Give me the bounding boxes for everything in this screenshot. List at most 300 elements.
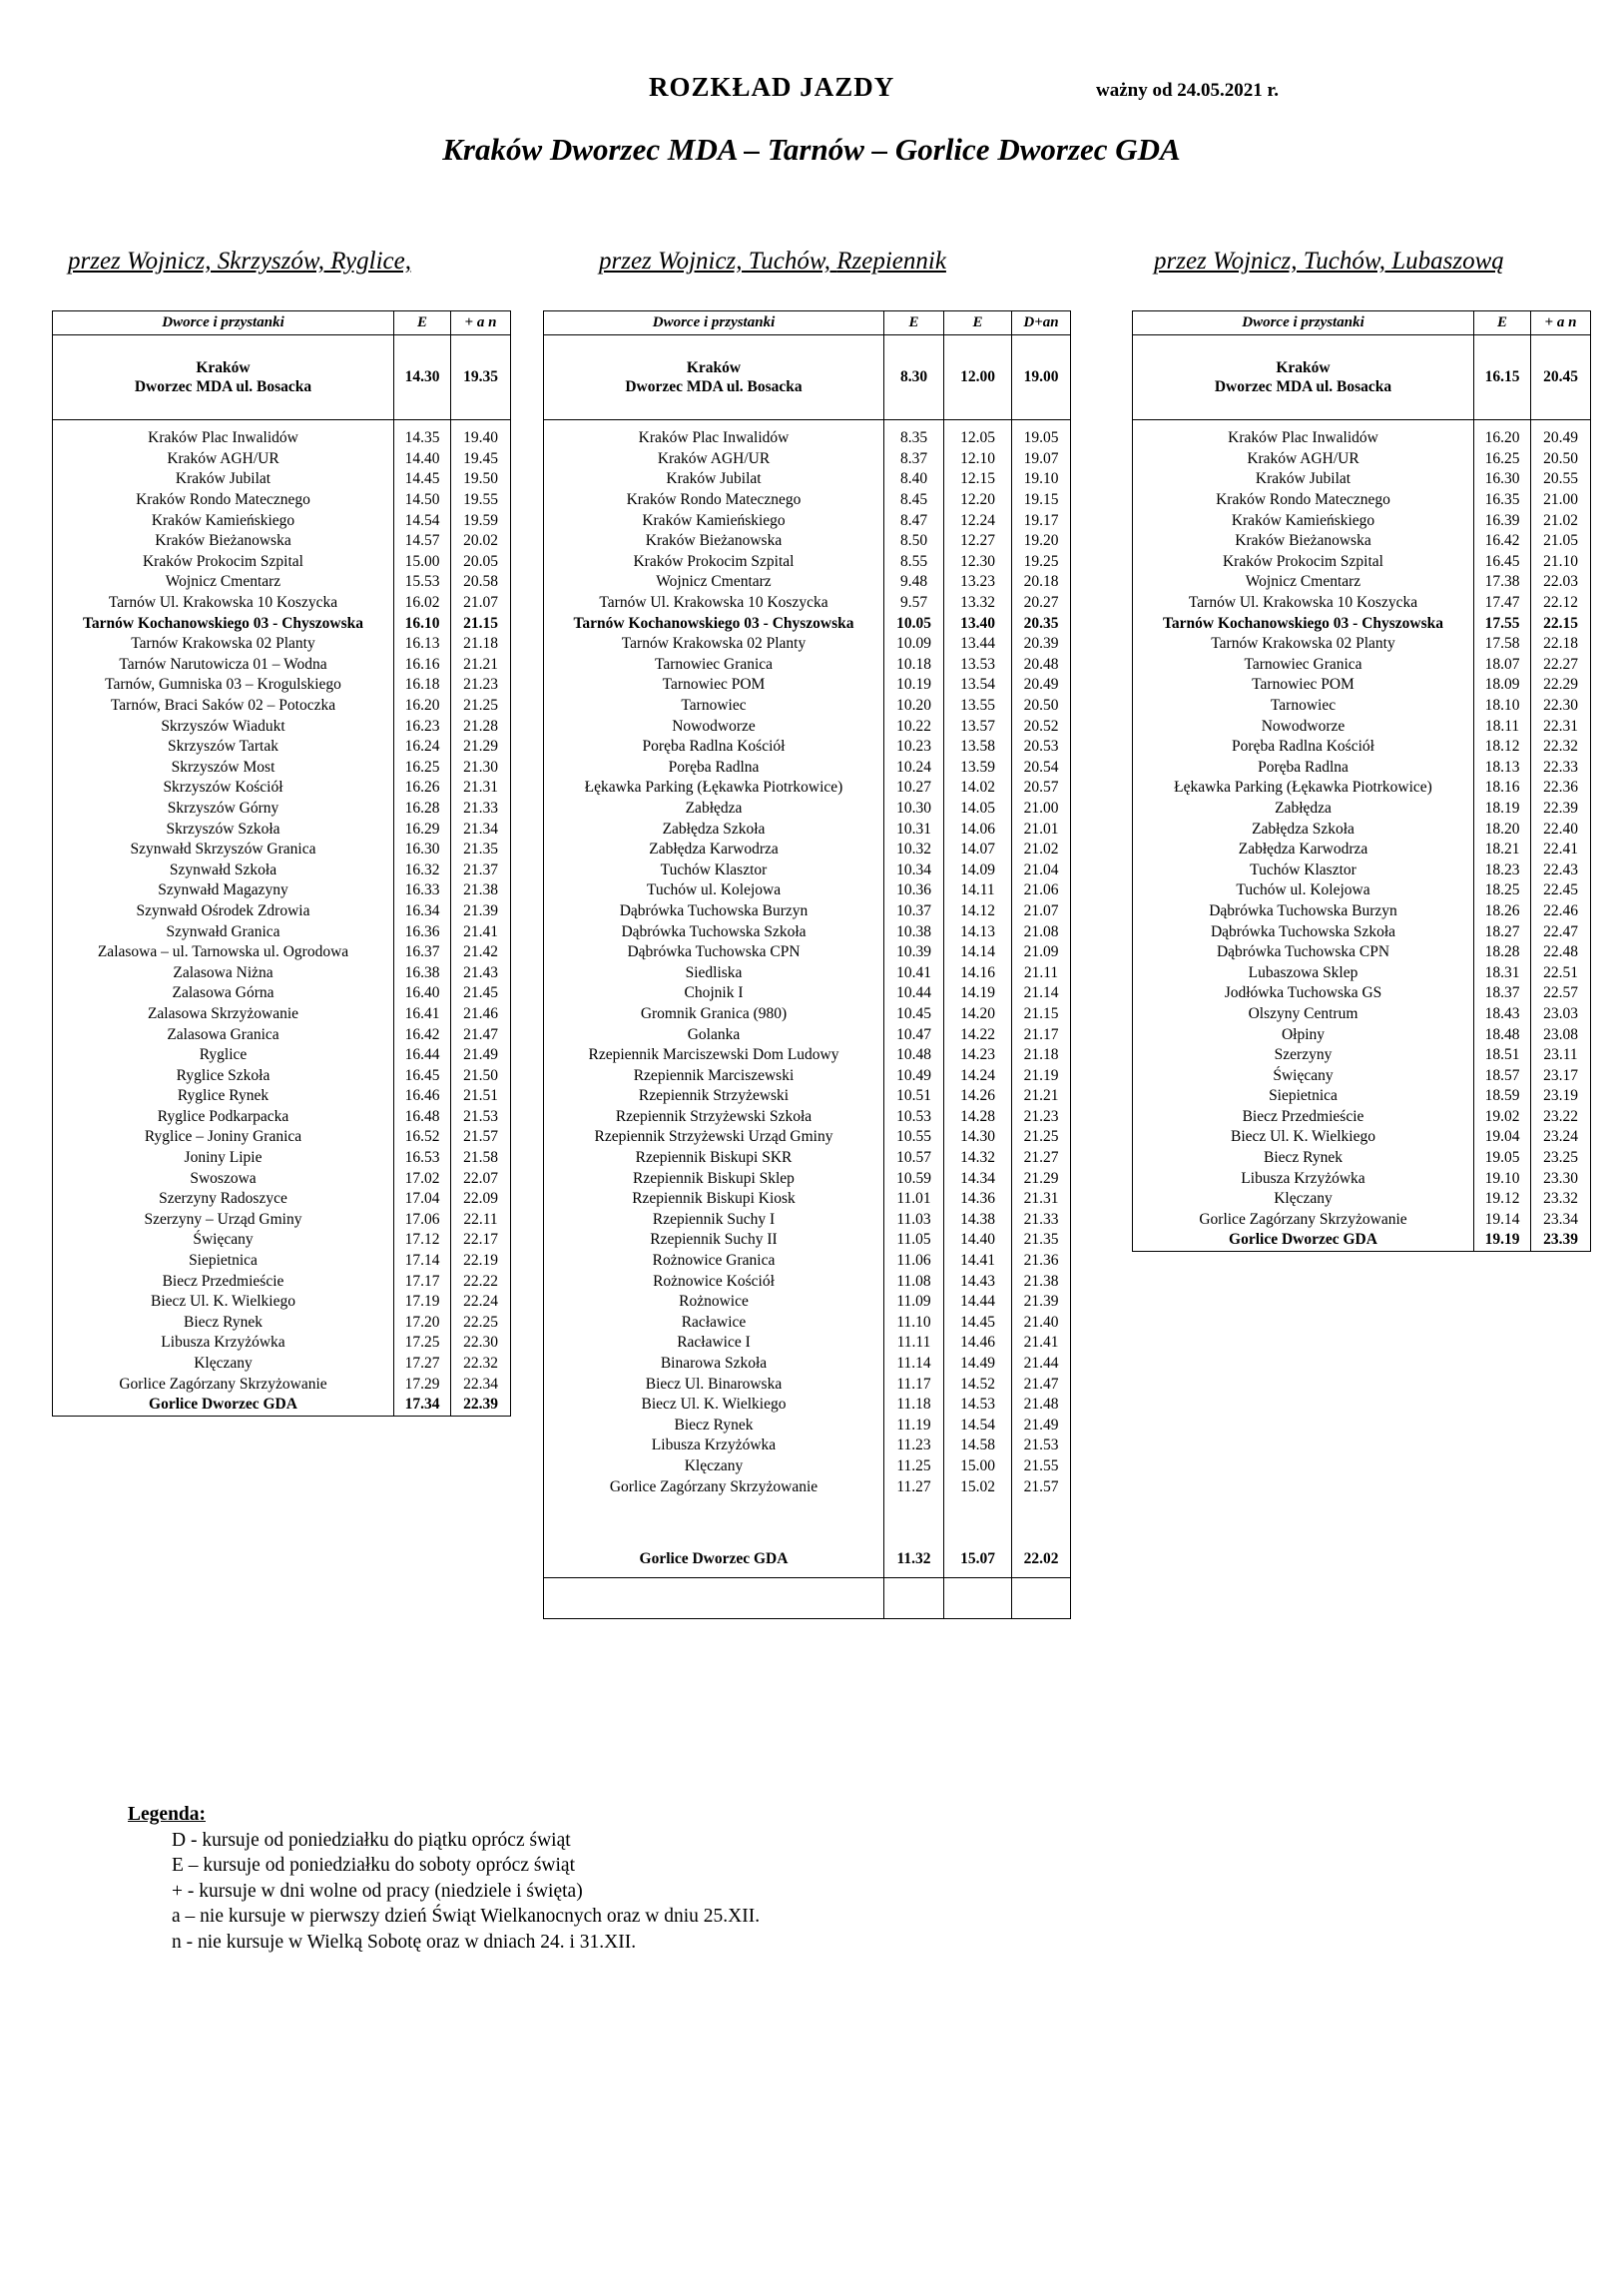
gap-row (544, 420, 1071, 429)
stop-row (1133, 1127, 1591, 1148)
stop-name: Tarnowiec (1133, 696, 1474, 717)
origin-line: Dworzec MDA ul. Bosacka (1214, 378, 1392, 395)
departure-time: 21.39 (451, 901, 511, 922)
departure-time: 10.55 (884, 1127, 944, 1148)
stop-row (53, 1148, 511, 1169)
stop-name: Olszyny Centrum (1133, 1004, 1474, 1025)
departure-time: 20.05 (451, 552, 511, 573)
stop-row (544, 1416, 1071, 1436)
stop-row (1133, 469, 1591, 490)
departure-time: 18.12 (1474, 737, 1531, 758)
stop-name: Rożnowice Granica (544, 1251, 884, 1272)
stop-row (544, 716, 1071, 737)
departure-time: 21.41 (1012, 1333, 1071, 1354)
departure-time: 14.52 (944, 1374, 1012, 1395)
departure-time: 18.13 (1474, 758, 1531, 779)
stop-row (53, 655, 511, 676)
departure-time: 16.25 (394, 758, 451, 779)
departure-time: 22.18 (1531, 634, 1591, 655)
departure-time: 21.50 (451, 1065, 511, 1086)
departure-time: 10.45 (884, 1004, 944, 1025)
departure-time: 21.06 (1012, 880, 1071, 901)
departure-time: 18.57 (1474, 1065, 1531, 1086)
stop-row (1133, 1107, 1591, 1128)
departure-time: 20.45 (1531, 335, 1591, 420)
departure-time: 23.24 (1531, 1127, 1591, 1148)
departure-time: 16.29 (394, 819, 451, 840)
stop-row (1133, 675, 1591, 696)
stop-row (544, 1045, 1071, 1066)
timetable-2 (543, 310, 1071, 1619)
departure-time: 18.51 (1474, 1045, 1531, 1066)
stop-name: Łękawka Parking (Łękawka Piotrkowice) (1133, 778, 1474, 799)
departure-time: 17.17 (394, 1271, 451, 1292)
stop-name: Kraków Plac Inwalidów (1133, 428, 1474, 449)
departure-time: 19.12 (1474, 1189, 1531, 1210)
departure-time: 22.43 (1531, 860, 1591, 880)
stop-name: Kraków Prokocim Szpital (53, 552, 394, 573)
departure-time: 18.09 (1474, 675, 1531, 696)
departure-time: 14.32 (944, 1148, 1012, 1169)
stop-name: Dąbrówka Tuchowska Burzyn (544, 901, 884, 922)
stop-name: Tuchów ul. Kolejowa (1133, 880, 1474, 901)
departure-time: 22.09 (451, 1189, 511, 1210)
departure-time: 20.48 (1012, 655, 1071, 676)
departure-time: 14.12 (944, 901, 1012, 922)
stop-row (544, 1168, 1071, 1189)
departure-time: 14.09 (944, 860, 1012, 880)
departure-time: 16.34 (394, 901, 451, 922)
departure-time: 12.15 (944, 469, 1012, 490)
departure-time: 23.25 (1531, 1148, 1591, 1169)
stop-row (1133, 840, 1591, 861)
stop-row (53, 962, 511, 983)
departure-time: 23.19 (1531, 1086, 1591, 1107)
stop-name: Rzepiennik Strzyżewski Urząd Gminy (544, 1127, 884, 1148)
departure-time: 14.19 (944, 983, 1012, 1004)
stop-row (53, 490, 511, 511)
stop-name: Szynwałd Skrzyszów Granica (53, 840, 394, 861)
stop-name: Biecz Rynek (1133, 1148, 1474, 1169)
stop-name: Siedliska (544, 962, 884, 983)
departure-time: 14.41 (944, 1251, 1012, 1272)
departure-time: 21.04 (1012, 860, 1071, 880)
stop-name: Wojnicz Cmentarz (53, 572, 394, 593)
stop-name: Tarnów Krakowska 02 Planty (544, 634, 884, 655)
stop-row (53, 942, 511, 963)
stop-row (1133, 572, 1591, 593)
stop-name: Rzepiennik Strzyżewski (544, 1086, 884, 1107)
stop-row (544, 1004, 1071, 1025)
stop-name: Zalasowa Niżna (53, 962, 394, 983)
departure-time: 16.42 (1474, 531, 1531, 552)
header-course: E (394, 311, 451, 335)
stop-name: Tarnów Kochanowskiego 03 - Chyszowska (53, 613, 394, 634)
departure-time: 22.39 (451, 1395, 511, 1416)
stop-name: Dąbrówka Tuchowska CPN (544, 942, 884, 963)
stop-row (1133, 860, 1591, 880)
departure-time: 22.24 (451, 1292, 511, 1313)
stop-name: Biecz Ul. K. Wielkiego (544, 1395, 884, 1416)
gap-cell (394, 420, 451, 429)
stop-row (544, 1127, 1071, 1148)
stop-row (544, 737, 1071, 758)
stop-row (1133, 1189, 1591, 1210)
stop-name: Skrzyszów Tartak (53, 737, 394, 758)
departure-time: 13.44 (944, 634, 1012, 655)
stop-row (1133, 510, 1591, 531)
stop-name: Gorlice Dworzec GDA (1133, 1230, 1474, 1251)
departure-time: 22.17 (451, 1230, 511, 1251)
departure-time: 18.26 (1474, 901, 1531, 922)
stop-name: Szynwałd Granica (53, 921, 394, 942)
departure-time: 9.57 (884, 593, 944, 614)
stop-name: Zabłędza (1133, 799, 1474, 820)
departure-time: 22.32 (451, 1354, 511, 1375)
departure-time: 11.17 (884, 1374, 944, 1395)
departure-time: 19.15 (1012, 490, 1071, 511)
departure-time: 12.05 (944, 428, 1012, 449)
stop-name: Chojnik I (544, 983, 884, 1004)
departure-time: 20.35 (1012, 613, 1071, 634)
stop-row (53, 778, 511, 799)
departure-time: 19.45 (451, 449, 511, 470)
departure-time: 17.12 (394, 1230, 451, 1251)
stop-row (1133, 655, 1591, 676)
departure-time: 21.00 (1531, 490, 1591, 511)
departure-time: 22.32 (1531, 737, 1591, 758)
header-row (53, 311, 511, 335)
departure-time: 14.06 (944, 819, 1012, 840)
header-course: E (884, 311, 944, 335)
departure-time: 21.25 (451, 696, 511, 717)
stop-row (544, 1086, 1071, 1107)
departure-time: 23.17 (1531, 1065, 1591, 1086)
departure-time: 18.07 (1474, 655, 1531, 676)
stop-name: Kraków Kamieńskiego (544, 510, 884, 531)
gap-row (1133, 420, 1591, 429)
departure-time: 21.47 (1012, 1374, 1071, 1395)
departure-time: 14.46 (944, 1333, 1012, 1354)
departure-time: 22.30 (1531, 696, 1591, 717)
departure-time: 19.10 (1474, 1168, 1531, 1189)
stop-row (1133, 1086, 1591, 1107)
stop-row (1133, 758, 1591, 779)
stop-row (544, 799, 1071, 820)
stop-row (544, 531, 1071, 552)
departure-time: 12.30 (944, 552, 1012, 573)
stop-row (53, 1230, 511, 1251)
stop-name: Rzepiennik Strzyżewski Szkoła (544, 1107, 884, 1128)
departure-time: 20.27 (1012, 593, 1071, 614)
spacer-cell (1012, 1497, 1071, 1541)
departure-time: 16.15 (1474, 335, 1531, 420)
departure-time: 10.49 (884, 1065, 944, 1086)
stop-name: Kraków Kamieńskiego (1133, 510, 1474, 531)
departure-time: 14.53 (944, 1395, 1012, 1416)
tail-row (544, 1577, 1071, 1618)
stop-name: Biecz Przedmieście (1133, 1107, 1474, 1128)
departure-time: 17.14 (394, 1251, 451, 1272)
stop-name: Kraków Bieżanowska (544, 531, 884, 552)
departure-time: 8.50 (884, 531, 944, 552)
stop-name: Biecz Ul. K. Wielkiego (1133, 1127, 1474, 1148)
gap-row (53, 420, 511, 429)
departure-time: 14.54 (394, 510, 451, 531)
stop-name: Nowodworze (1133, 716, 1474, 737)
stop-row (53, 880, 511, 901)
header-stops: Dworce i przystanki (1133, 311, 1474, 335)
stop-row (53, 860, 511, 880)
departure-time: 22.48 (1531, 942, 1591, 963)
departure-time: 21.31 (1012, 1189, 1071, 1210)
stop-name: Kraków Jubilat (53, 469, 394, 490)
departure-time: 16.28 (394, 799, 451, 820)
legend-item: D - kursuje od poniedziałku do piątku oprócz świąt (172, 1829, 571, 1851)
departure-time: 22.36 (1531, 778, 1591, 799)
stop-row (544, 675, 1071, 696)
departure-time: 23.22 (1531, 1107, 1591, 1128)
departure-time: 13.55 (944, 696, 1012, 717)
departure-time: 14.23 (944, 1045, 1012, 1066)
arrival-time: 15.07 (944, 1541, 1012, 1578)
departure-time: 21.33 (451, 799, 511, 820)
departure-time: 8.35 (884, 428, 944, 449)
stop-name: Klęczany (53, 1354, 394, 1375)
departure-time: 22.31 (1531, 716, 1591, 737)
stop-row (53, 1168, 511, 1189)
stop-name: Tarnowiec Granica (544, 655, 884, 676)
stop-row (544, 1189, 1071, 1210)
departure-time: 11.19 (884, 1416, 944, 1436)
route-subtitle: Kraków Dworzec MDA – Tarnów – Gorlice Dworzec GDA (442, 132, 1181, 167)
stop-row (544, 510, 1071, 531)
spacer-row (544, 1497, 1071, 1541)
departure-time: 21.15 (451, 613, 511, 634)
stop-row (53, 1189, 511, 1210)
stop-name: Tarnów, Gumniska 03 – Krogulskiego (53, 675, 394, 696)
stop-name: Ryglice – Joniny Granica (53, 1127, 394, 1148)
stop-name: Racławice I (544, 1333, 884, 1354)
departure-time: 18.20 (1474, 819, 1531, 840)
stop-name: Golanka (544, 1024, 884, 1045)
stop-name: Dąbrówka Tuchowska Szkoła (1133, 921, 1474, 942)
header-stops: Dworce i przystanki (53, 311, 394, 335)
departure-time: 21.18 (1012, 1045, 1071, 1066)
departure-time: 21.10 (1531, 552, 1591, 573)
stop-name: Swoszowa (53, 1168, 394, 1189)
departure-time: 16.02 (394, 593, 451, 614)
stop-row (53, 1107, 511, 1128)
departure-time: 10.27 (884, 778, 944, 799)
departure-time: 19.20 (1012, 531, 1071, 552)
stop-name: Tuchów Klasztor (544, 860, 884, 880)
stop-row (1133, 696, 1591, 717)
departure-time: 8.37 (884, 449, 944, 470)
departure-time: 19.00 (1012, 335, 1071, 420)
stop-row (53, 983, 511, 1004)
departure-time: 16.10 (394, 613, 451, 634)
stop-name: Rożnowice Kościół (544, 1271, 884, 1292)
departure-time: 20.39 (1012, 634, 1071, 655)
stop-row (544, 634, 1071, 655)
departure-time: 21.38 (1012, 1271, 1071, 1292)
departure-time: 20.54 (1012, 758, 1071, 779)
stop-row (53, 1045, 511, 1066)
departure-time: 22.30 (451, 1333, 511, 1354)
stop-name: Ryglice Podkarpacka (53, 1107, 394, 1128)
stop-row (1133, 880, 1591, 901)
departure-time: 10.30 (884, 799, 944, 820)
stop-name: Tarnów Ul. Krakowska 10 Koszycka (53, 593, 394, 614)
departure-time: 10.23 (884, 737, 944, 758)
stop-row (544, 1313, 1071, 1334)
stop-name: Skrzyszów Górny (53, 799, 394, 820)
legend-item: E – kursuje od poniedziałku do soboty oprócz świąt (172, 1855, 576, 1876)
stop-name: Gorlice Zagórzany Skrzyżowanie (53, 1374, 394, 1395)
stop-row (53, 1271, 511, 1292)
stop-name: Skrzyszów Szkoła (53, 819, 394, 840)
departure-time: 15.00 (394, 552, 451, 573)
departure-time: 16.25 (1474, 449, 1531, 470)
departure-time: 21.55 (1012, 1456, 1071, 1477)
via-link-text: Rzepiennik (836, 248, 946, 275)
departure-time: 21.49 (1012, 1416, 1071, 1436)
departure-time: 11.05 (884, 1230, 944, 1251)
stop-row (53, 613, 511, 634)
departure-time: 19.55 (451, 490, 511, 511)
stop-name: Rzepiennik Biskupi SKR (544, 1148, 884, 1169)
stop-row (544, 613, 1071, 634)
departure-time: 13.59 (944, 758, 1012, 779)
stop-name: Joniny Lipie (53, 1148, 394, 1169)
departure-time: 12.27 (944, 531, 1012, 552)
departure-time: 21.35 (451, 840, 511, 861)
stop-row (1133, 799, 1591, 820)
stop-name: Biecz Ul. Binarowska (544, 1374, 884, 1395)
departure-time: 14.57 (394, 531, 451, 552)
departure-time: 16.13 (394, 634, 451, 655)
departure-time: 17.25 (394, 1333, 451, 1354)
origin-stop-name (53, 335, 394, 420)
departure-time: 11.14 (884, 1354, 944, 1375)
stop-row (53, 799, 511, 820)
departure-time: 11.10 (884, 1313, 944, 1334)
departure-time: 14.49 (944, 1354, 1012, 1375)
departure-time: 17.04 (394, 1189, 451, 1210)
stop-row (53, 510, 511, 531)
departure-time: 11.09 (884, 1292, 944, 1313)
via-text: przez Wojnicz, Tuchów, Lubaszową (1154, 248, 1504, 275)
stop-row (53, 572, 511, 593)
gap-cell (544, 420, 884, 429)
header-course: + a n (451, 311, 511, 335)
departure-time: 16.42 (394, 1024, 451, 1045)
departure-time: 17.06 (394, 1210, 451, 1231)
departure-time: 22.15 (1531, 613, 1591, 634)
stop-row (53, 428, 511, 449)
stop-row (1133, 1004, 1591, 1025)
departure-time: 16.48 (394, 1107, 451, 1128)
gap-cell (1531, 420, 1591, 429)
departure-time: 17.27 (394, 1354, 451, 1375)
departure-time: 16.30 (394, 840, 451, 861)
departure-time: 10.20 (884, 696, 944, 717)
departure-time: 20.57 (1012, 778, 1071, 799)
stop-row (1133, 921, 1591, 942)
departure-time: 21.02 (1531, 510, 1591, 531)
departure-time: 20.53 (1012, 737, 1071, 758)
departure-time: 18.43 (1474, 1004, 1531, 1025)
departure-time: 16.46 (394, 1086, 451, 1107)
departure-time: 21.23 (451, 675, 511, 696)
gap-cell (1474, 420, 1531, 429)
departure-time: 14.54 (944, 1416, 1012, 1436)
departure-time: 20.18 (1012, 572, 1071, 593)
stop-name: Siepietnica (53, 1251, 394, 1272)
departure-time: 16.23 (394, 716, 451, 737)
stop-row (544, 696, 1071, 717)
stop-row (53, 449, 511, 470)
stop-name: Szynwałd Magazyny (53, 880, 394, 901)
stop-row (53, 1313, 511, 1334)
departure-time: 21.09 (1012, 942, 1071, 963)
departure-time: 17.55 (1474, 613, 1531, 634)
stop-name: Kraków AGH/UR (53, 449, 394, 470)
stop-row (53, 758, 511, 779)
stop-row (544, 1374, 1071, 1395)
departure-time: 21.53 (451, 1107, 511, 1128)
departure-time: 14.45 (944, 1313, 1012, 1334)
departure-time: 22.47 (1531, 921, 1591, 942)
stop-name: Gromnik Granica (980) (544, 1004, 884, 1025)
departure-time: 19.07 (1012, 449, 1071, 470)
departure-time: 21.11 (1012, 962, 1071, 983)
departure-time: 11.11 (884, 1333, 944, 1354)
stop-row (544, 1435, 1071, 1456)
departure-time: 19.02 (1474, 1107, 1531, 1128)
stop-name: Poręba Radlna (544, 758, 884, 779)
gap-cell (1012, 420, 1071, 429)
stop-name: Gorlice Dworzec GDA (53, 1395, 394, 1416)
tail-cell (944, 1577, 1012, 1618)
via-label-2 (599, 248, 946, 276)
header-stops: Dworce i przystanki (544, 311, 884, 335)
stop-name: Kraków Jubilat (1133, 469, 1474, 490)
stop-row (544, 758, 1071, 779)
departure-time: 10.44 (884, 983, 944, 1004)
departure-time: 16.40 (394, 983, 451, 1004)
departure-time: 13.58 (944, 737, 1012, 758)
departure-time: 22.40 (1531, 819, 1591, 840)
stop-row (53, 1210, 511, 1231)
stop-row (53, 1127, 511, 1148)
legend-title: Legenda: (128, 1804, 206, 1825)
departure-time: 8.40 (884, 469, 944, 490)
departure-time: 21.51 (451, 1086, 511, 1107)
stop-name: Poręba Radlna Kościół (1133, 737, 1474, 758)
departure-time: 13.40 (944, 613, 1012, 634)
stop-row (544, 1024, 1071, 1045)
departure-time: 23.32 (1531, 1189, 1591, 1210)
origin-line: Dworzec MDA ul. Bosacka (134, 378, 312, 395)
tail-cell (884, 1577, 944, 1618)
timetable-3 (1132, 310, 1591, 1252)
stop-row (544, 655, 1071, 676)
stop-row (1133, 490, 1591, 511)
stop-name: Zalasowa Skrzyżowanie (53, 1004, 394, 1025)
stop-name: Gorlice Zagórzany Skrzyżowanie (1133, 1210, 1474, 1231)
